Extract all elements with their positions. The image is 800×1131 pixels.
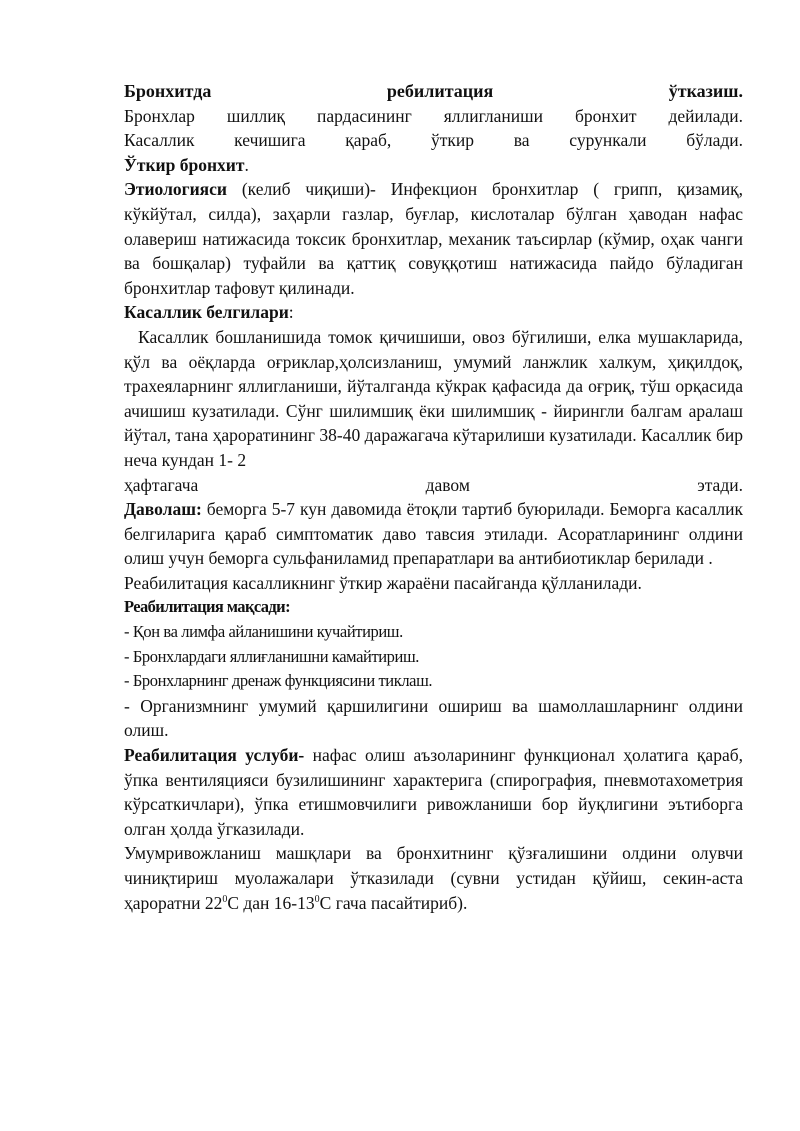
goal-item: - Бронхларнинг дренаж функциясини тиклаш.	[124, 671, 433, 691]
goal-item: - Қон ва лимфа айланишини кучайтириш.	[124, 622, 403, 642]
goal-item: - Бронхлардаги яллиғланишни камайтириш.	[124, 646, 419, 666]
symptoms-text: Касаллик бошланишида томок қичишиши, овоз бўгилиши, елка мушакларида, қўл ва оёқларда оғриклар,ҳолсизланиш, умумий ланжлик халкум, ҳиқилдоқ, трахеяларнинг яллигланиши, йўталганда кўкрак қафасида да оғриқ, тўш орқасида ачишиш кузатилади. Сўнг шилимшиқ ёки шилимшиқ - йирингли балгам аралаш йўтал, тана ҳароратининг 38-40 даражагача кўтарилиши кузатилади. Касаллик бир неча кундан 1- 2	[124, 326, 743, 470]
page-title	[124, 79, 743, 104]
symptoms-heading-tail: :	[288, 302, 294, 323]
title-word-2: ребилитация	[386, 81, 494, 101]
method-text: нафас олиш аъзоларининг функционал ҳолатига қараб, ўпка вентиляцияси бузилишининг характерига (спирография, пневмотахометрия кўрсаткичлари), ўпка етишмовчилиги ривожланиши бор йуқлигини эътиборга олган ҳолда ўгказилади.	[124, 745, 743, 839]
treatment-label: Даволаш:	[124, 499, 202, 520]
etiology-paragraph	[124, 177, 743, 300]
acute-heading: Ўткир бронхит	[124, 154, 245, 175]
degree-superscript-1: 0	[222, 893, 228, 905]
rehab-usage-paragraph: Реабилитация касалликнинг ўткир жараёни пасайганда қўлланилади.	[124, 572, 642, 593]
exercises-mid: С дан 16-13	[227, 892, 315, 913]
title-word-3: ўтказиш.	[668, 81, 743, 101]
document-body	[124, 79, 743, 915]
goals-heading: Реабилитация мақсади:	[124, 597, 290, 617]
treatment-text: беморга 5-7 кун давомида ётоқли тартиб буюрилади. Беморга касаллик белгиларига қараб симптоматик даво тавсия этилади. Асоратларининг олдини олиш учун беморга сульфаниламид препаратлари ва антибиотиклар берилади .	[124, 499, 743, 569]
exercises-text: Умумривожланиш машқлари ва бронхитнинг қўзғалишини олдини олувчи чиниқтириш муолажалари ўтказилади (сувни устидан қўйиш, секин-аста ҳароратни 22	[124, 843, 743, 913]
method-label: Реабилитация услуби-	[124, 745, 305, 766]
degree-superscript-2: 0	[314, 893, 320, 905]
symptoms-tail-word-3: этади.	[697, 474, 743, 495]
method-paragraph	[124, 743, 743, 841]
acute-heading-tail: .	[244, 154, 249, 175]
etiology-text: (келиб чиқиши)- Инфекцион бронхитлар ( грипп, қизамиқ, кўкйўтал, силда), заҳарли газлар, буғлар, кислоталар бўлган ҳаводан нафас олавериш натижасида токсик бронхитлар, механик таъсирлар (кўмир, оҳак чанги ва бошқалар) туфайли ва қаттиқ совуққотиш натижасида пайдо бўладиган бронхитлар тафовут қилинади.	[124, 179, 743, 298]
exercises-paragraph	[124, 841, 743, 915]
treatment-paragraph	[124, 497, 743, 571]
intro-line-2: Касаллик кечишига қараб, ўткир ва сурункали бўлади.	[124, 130, 743, 151]
symptoms-tail-line	[124, 473, 743, 498]
intro-line-1: Бронхлар шиллиқ пардасининг яллигланиши бронхит дейилади.	[124, 105, 743, 126]
symptoms-heading: Касаллик белгилари	[124, 302, 289, 323]
goal-item: - Организмнинг умумий қаршилигини ошириш ва шамоллашларнинг олдини олиш.	[124, 695, 743, 741]
acute-heading-paragraph	[124, 153, 743, 178]
symptoms-tail-word-1: ҳафтагача	[124, 474, 199, 495]
exercises-end: С гача пасайтириб).	[319, 892, 468, 913]
symptoms-tail-word-2: давом	[425, 474, 470, 495]
symptoms-heading-paragraph	[124, 300, 743, 325]
etiology-label: Этиологияси	[124, 179, 227, 200]
title-word-1: Бронхитда	[124, 81, 212, 101]
